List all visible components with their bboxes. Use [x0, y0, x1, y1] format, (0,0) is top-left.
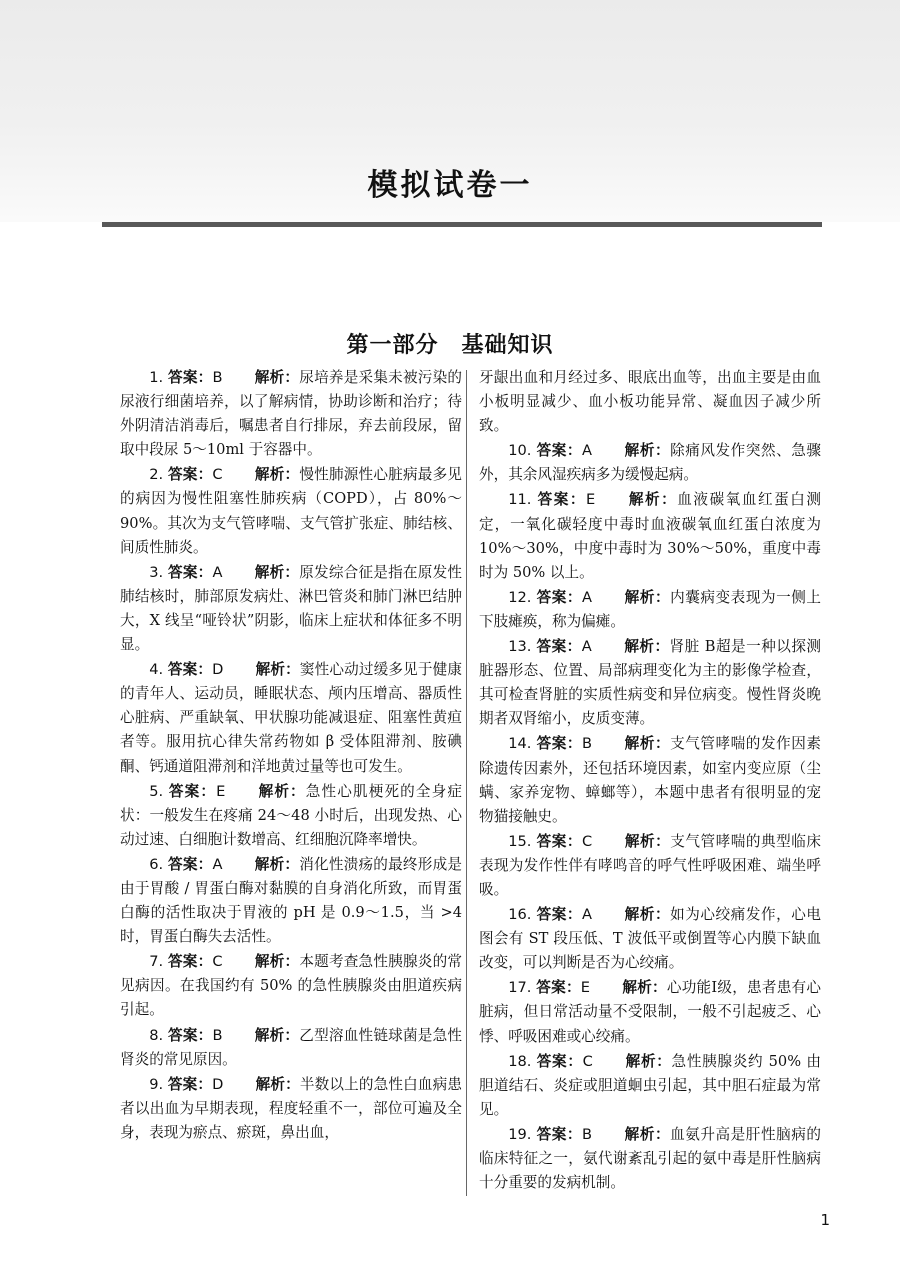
answer-value: B — [582, 1125, 593, 1143]
explanation-label: 解析： — [254, 563, 300, 581]
answer-entry — [479, 439, 821, 487]
answer-label: 答案： — [536, 832, 582, 850]
explanation-label: 解析： — [255, 1075, 300, 1093]
explanation-label: 解析： — [624, 442, 671, 460]
answer-entry — [120, 561, 462, 657]
chapter-title: 模拟试卷一 — [367, 168, 533, 203]
explanation-label: 解析： — [624, 1052, 672, 1070]
answer-label: 答案： — [168, 369, 213, 386]
question-number: 17. — [508, 979, 532, 997]
answer-entry — [479, 1123, 821, 1195]
answer-label: 答案： — [536, 1125, 583, 1143]
question-number: 9. — [149, 1075, 164, 1093]
answer-label: 答案： — [536, 1052, 583, 1070]
answer-value: C — [581, 832, 593, 850]
answer-entry — [479, 732, 821, 828]
answer-entry — [479, 976, 821, 1048]
question-number: 13. — [508, 638, 532, 656]
question-number: 8. — [149, 1026, 164, 1044]
explanation-text: 如为心绞痛发作，心电图会有 ST 段压低、T 波低平或倒置等心内膜下缺血改变，可以判断是否为心绞痛。 — [479, 906, 821, 972]
question-number: 4. — [149, 661, 164, 679]
question-number: 5. — [149, 782, 164, 800]
answer-value: B — [582, 735, 593, 753]
question-number: 2. — [149, 466, 164, 484]
answer-entry — [479, 488, 821, 584]
column-divider — [466, 370, 467, 1196]
answer-entry — [120, 658, 462, 778]
question-number: 6. — [149, 855, 164, 873]
explanation-label: 解析： — [257, 782, 306, 800]
answer-label: 答案： — [536, 906, 583, 924]
answer-value: A — [582, 588, 593, 606]
explanation-label: 解析： — [624, 832, 671, 850]
answer-label: 答案： — [168, 782, 217, 800]
explanation-text: 支气管哮喘的典型临床表现为发作性伴有哮鸣音的呼气性呼吸困难、端坐呼吸。 — [479, 832, 821, 898]
question-number: 1. — [149, 369, 164, 386]
answer-entry — [479, 830, 821, 902]
answer-label: 答案： — [168, 855, 213, 873]
answer-label: 答案： — [537, 491, 586, 509]
explanation-text: 慢性肺源性心脏病最多见的病因为慢性阻塞性肺疾病（COPD），占 80%～90%。其次为支气管哮喘、支气管扩张症、肺结核、间质性肺炎。 — [120, 466, 462, 556]
explanation-label: 解析： — [624, 1125, 671, 1143]
header-divider-rule — [102, 222, 822, 227]
explanation-text: 内囊病变表现为一侧上下肢瘫痪，称为偏瘫。 — [479, 588, 821, 630]
explanation-text: 血液碳氧血红蛋白测定，一氧化碳轻度中毒时血液碳氧血红蛋白浓度为 10%～30%，中度中毒时为 30%～50%，重度中毒时为 50% 以上。 — [479, 491, 821, 581]
answer-value: A — [582, 442, 593, 460]
question-number: 19. — [508, 1125, 532, 1143]
answer-entry — [120, 463, 462, 559]
question-number: 10. — [508, 442, 532, 460]
explanation-text: 急性心肌梗死的全身症状：一般发生在疼痛 24～48 小时后，出现发热、心动过速、白细胞计数增高、红细胞沉降率增快。 — [120, 782, 462, 848]
answer-label: 答案： — [167, 1075, 213, 1093]
question-number: 15. — [508, 832, 532, 850]
answer-label: 答案： — [536, 638, 582, 656]
answer-value: E — [580, 979, 591, 997]
answer-label: 答案： — [536, 979, 581, 997]
question-number: 3. — [149, 563, 164, 581]
explanation-text: 肾脏 B超是一种以探测脏器形态、位置、局部病理变化为主的影像学检查，其可检查肾脏的实质性病变和异位病变。慢性肾炎晚期者双肾缩小，皮质变薄。 — [479, 638, 821, 728]
answer-label: 答案： — [168, 1026, 213, 1044]
explanation-text: 半数以上的急性白血病患者以出血为早期表现，程度轻重不一，部位可遍及全身，表现为瘀点、瘀斑，鼻出血， — [120, 1075, 462, 1141]
continued-text: 牙龈出血和月经过多、眼底出血等，出血主要是由血小板明显减少、血小板功能异常、凝血因子减少所致。 — [479, 369, 821, 435]
right-column — [479, 366, 821, 1195]
explanation-label: 解析： — [622, 979, 667, 997]
answer-label: 答案： — [168, 563, 213, 581]
explanation-label: 解析： — [254, 466, 300, 484]
explanation-text: 尿培养是采集未被污染的尿液行细菌培养，以了解病情，协助诊断和治疗；待外阴清洁消毒后，嘱患者自行排尿，弃去前段尿，留取中段尿 5～10ml 于容器中。 — [120, 369, 462, 459]
explanation-text: 本题考查急性胰腺炎的常见病因。在我国约有 50% 的急性胰腺炎由胆道疾病引起。 — [120, 953, 462, 1019]
explanation-text: 急性胰腺炎约 50% 由胆道结石、炎症或胆道蛔虫引起，其中胆石症最为常见。 — [479, 1052, 821, 1118]
explanation-label: 解析： — [624, 735, 671, 753]
answer-entry — [120, 780, 462, 852]
answer-label: 答案： — [167, 466, 213, 484]
answer-entry — [479, 1050, 821, 1122]
question-number: 14. — [508, 735, 532, 753]
answer-value: D — [212, 661, 224, 679]
explanation-label: 解析： — [624, 588, 671, 606]
answer-value: B — [212, 369, 223, 386]
explanation-text: 窦性心动过缓多见于健康的青年人、运动员，睡眠状态、颅内压增高、器质性心脏病、严重缺氧、甲状腺功能减退症、阻塞性黄疸者等。服用抗心律失常药物如 β 受体阻滞剂、胺碘酮、钙通道阻滞剂和洋地黄过量等也可发生。 — [120, 661, 462, 775]
explanation-text: 乙型溶血性链球菌是急性肾炎的常见原因。 — [120, 1026, 462, 1068]
explanation-text: 原发综合征是指在原发性肺结核时，肺部原发病灶、淋巴管炎和肺门淋巴结肿大，X 线呈“哑铃状”阴影，临床上症状和体征多不明显。 — [120, 563, 462, 654]
answer-entry — [120, 366, 462, 462]
explanation-label: 解析： — [254, 855, 300, 873]
answer-value: B — [212, 1026, 223, 1044]
explanation-label: 解析： — [254, 1026, 300, 1044]
answer-entry — [120, 950, 462, 1022]
explanation-label: 解析： — [624, 906, 671, 924]
answer-value: E — [216, 782, 226, 800]
answer-value: E — [586, 491, 596, 509]
question-number: 16. — [508, 906, 532, 924]
answer-value: A — [212, 855, 223, 873]
answer-value: C — [212, 466, 223, 484]
page-number: 1 — [820, 1211, 830, 1229]
answer-label: 答案： — [167, 661, 213, 679]
answer-entry — [120, 853, 462, 949]
explanation-label: 解析： — [254, 369, 300, 386]
answer-entry — [120, 1024, 462, 1072]
explanation-label: 解析： — [623, 638, 670, 656]
explanation-text: 血氨升高是肝性脑病的临床特征之一，氨代谢紊乱引起的氨中毒是肝性脑病十分重要的发病机制。 — [479, 1125, 821, 1192]
answer-value: A — [581, 638, 592, 656]
answer-label: 答案： — [167, 953, 213, 971]
explanation-text: 消化性溃疡的最终形成是由于胃酸 / 胃蛋白酶对黏膜的自身消化所致，而胃蛋白酶的活性取决于胃液的 pH 是 0.9～1.5，当 >4 时，胃蛋白酶失去活性。 — [120, 855, 462, 946]
left-column — [120, 366, 462, 1145]
answer-value: C — [582, 1052, 593, 1070]
question-number: 7. — [149, 953, 164, 971]
answer-label: 答案： — [536, 735, 583, 753]
answer-value: D — [212, 1075, 224, 1093]
answer-entry — [120, 1073, 462, 1145]
answer-entry — [479, 635, 821, 731]
answer-entry — [479, 586, 821, 634]
answer-entry — [479, 903, 821, 975]
section-title: 第一部分 基础知识 — [346, 332, 554, 358]
answer-label: 答案： — [536, 588, 583, 606]
answer-value: A — [582, 906, 593, 924]
answer-value: C — [212, 953, 223, 971]
explanation-text: 心功能Ⅰ级，患者患有心脏病，但日常活动量不受限制，一般不引起疲乏、心悸、呼吸困难或心绞痛。 — [479, 979, 821, 1045]
explanation-label: 解析： — [255, 661, 300, 679]
explanation-label: 解析： — [627, 491, 678, 509]
explanation-text: 除痛风发作突然、急骤外，其余风湿疾病多为缓慢起病。 — [479, 442, 821, 484]
explanation-text: 支气管哮喘的发作因素除遗传因素外，还包括环境因素，如室内变应原（尘螨、家养宠物、蟑螂等），本题中患者有很明显的宠物猫接触史。 — [479, 735, 821, 825]
explanation-label: 解析： — [254, 953, 300, 971]
question-number: 12. — [508, 588, 532, 606]
question-number: 18. — [508, 1052, 532, 1070]
answer-label: 答案： — [536, 442, 583, 460]
answer-value: A — [212, 563, 223, 581]
question-number: 11. — [508, 491, 532, 509]
